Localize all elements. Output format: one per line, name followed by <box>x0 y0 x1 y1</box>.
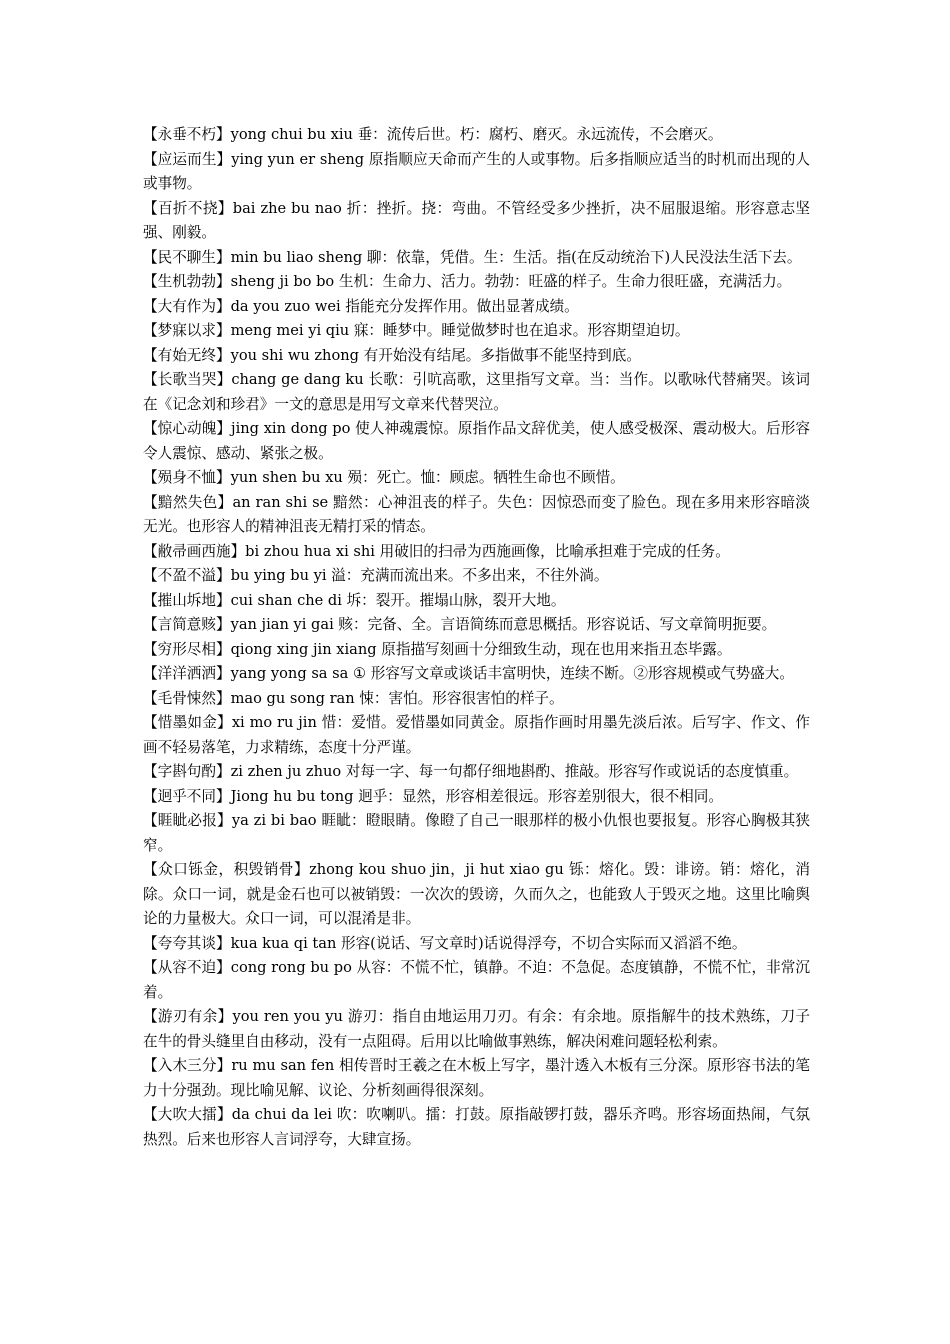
idiom-term: 【惜墨如金】 <box>143 714 232 731</box>
idiom-entry <box>143 246 810 271</box>
idiom-term: 【殒身不恤】 <box>143 469 231 486</box>
idiom-definition: chang ge dang ku 长歌：引吭高歌，这里指写文章。当：当作。以歌咏代替痛哭。该词在《记念刘和珍君》一文的意思是用写文章来代替哭泣。 <box>143 371 810 413</box>
idiom-term: 【大吹大擂】 <box>143 1106 232 1123</box>
idiom-term: 【入木三分】 <box>143 1057 232 1074</box>
idiom-entry <box>143 123 810 148</box>
idiom-definition: xi mo ru jin 惜：爱惜。爱惜墨如同黄金。原指作画时用墨先淡后浓。后写字、作文、作画不轻易落笔，力求精练，态度十分严谨。 <box>143 714 810 756</box>
idiom-term: 【梦寐以求】 <box>143 322 231 339</box>
idiom-definition: ru mu san fen 相传晋时王羲之在木板上写字，墨汁透入木板有三分深。原形容书法的笔力十分强劲。现比喻见解、议论、分析刻画得很深刻。 <box>143 1057 810 1099</box>
idiom-entry <box>143 148 810 197</box>
idiom-term: 【生机勃勃】 <box>143 273 231 290</box>
idiom-term: 【敝帚画西施】 <box>143 542 246 560</box>
idiom-term: 【睚眦必报】 <box>143 812 232 829</box>
idiom-entry <box>143 613 810 638</box>
idiom-entry <box>143 711 810 760</box>
idiom-entry <box>143 368 810 417</box>
idiom-term: 【游刃有余】 <box>143 1008 233 1025</box>
idiom-definition: yong chui bu xiu 垂：流传后世。朽：腐朽、磨灭。永远流传，不会磨灭。 <box>230 126 723 143</box>
idiom-entry <box>143 638 810 663</box>
idiom-term: 【百折不挠】 <box>143 199 233 217</box>
idiom-entry <box>143 1103 810 1152</box>
idiom-entry <box>143 809 810 858</box>
idiom-definition: zi zhen ju zhuo 对每一字、每一句都仔细地斟酌、推敲。形容写作或说话的态度慎重。 <box>230 763 799 780</box>
idiom-entry <box>143 956 810 1005</box>
idiom-entry <box>143 417 810 466</box>
idiom-entry <box>143 1054 810 1103</box>
idiom-definition: meng mei yi qiu 寐：睡梦中。睡觉做梦时也在追求。形容期望迫切。 <box>230 322 690 339</box>
idiom-definition: cong rong bu po 从容：不慌不忙，镇静。不迫：不急促。态度镇静，不慌不忙，非常沉着。 <box>143 959 810 1001</box>
idiom-term: 【摧山坼地】 <box>143 591 231 609</box>
idiom-term: 【言简意赅】 <box>143 616 231 633</box>
idiom-entry <box>143 662 810 687</box>
idiom-entry <box>143 491 810 540</box>
idiom-term: 【洋洋洒洒】 <box>143 665 231 682</box>
idiom-definition: cui shan che di 坼：裂开。摧塌山脉，裂开大地。 <box>230 591 566 609</box>
idiom-term: 【长歌当哭】 <box>143 371 232 388</box>
idiom-entry <box>143 295 810 320</box>
idiom-entry <box>143 760 810 785</box>
idiom-definition: you shi wu zhong 有开始没有结尾。多指做事不能坚持到底。 <box>230 346 641 364</box>
idiom-definition: mao gu song ran 悚：害怕。形容很害怕的样子。 <box>230 689 564 707</box>
idiom-definition: kua kua qi tan 形容(说话、写文章时)话说得浮夸，不切合实际而又滔滔不绝。 <box>230 934 747 952</box>
idiom-definition: yang yong sa sa ① 形容写文章或谈话丰富明快，连续不断。②形容规模或气势盛大。 <box>230 665 794 682</box>
idiom-definition: you ren you yu 游刃：指自由地运用刀刃。有余：有余地。原指解牛的技术熟练，刀子在牛的骨头缝里自由移动，没有一点阻碍。后用以比喻做事熟练，解决闲难问题轻松利索。 <box>143 1008 810 1050</box>
idiom-definition: yan jian yi gai 赅：完备、全。言语简练而意思概括。形容说话、写文章简明扼要。 <box>230 616 777 633</box>
idiom-definition: yun shen bu xu 殒：死亡。恤：顾虑。牺牲生命也不顾惜。 <box>230 469 625 486</box>
idiom-term: 【有始无终】 <box>143 346 231 364</box>
idiom-entry <box>143 197 810 246</box>
idiom-entry <box>143 344 810 369</box>
idiom-definition: Jiong hu bu tong 迥乎：显然，形容相差很远。形容差别很大，很不相同。 <box>230 787 723 805</box>
idiom-entry <box>143 932 810 957</box>
idiom-term: 【永垂不朽】 <box>143 126 231 143</box>
idiom-term: 【民不聊生】 <box>143 248 231 266</box>
idiom-definition: zhong kou shuo jin，ji hut xiao gu 铄：熔化。毁：诽谤。销：熔化，消除。众口一词，就是金石也可以被销毁：一次次的毁谤，久而久之，也能致人于毁灭之地。这里比喻舆论的力量极大。众口一词，可以混淆是非。 <box>143 861 810 927</box>
idiom-definition: min bu liao sheng 聊：依靠，凭借。生：生活。指(在反动统治下)人民没法生活下去。 <box>230 248 802 266</box>
idiom-term: 【惊心动魄】 <box>143 420 232 437</box>
idiom-definition: qiong xing jin xiang 原指描写刻画十分细致生动，现在也用来指丑态毕露。 <box>230 640 732 658</box>
idiom-entry <box>143 858 810 932</box>
idiom-entry <box>143 466 810 491</box>
idiom-definition: bai zhe bu nao 折：挫折。挠：弯曲。不管经受多少挫折，决不屈服退缩。形容意志坚强、刚毅。 <box>143 199 810 241</box>
idiom-definition: da you zuo wei 指能充分发挥作用。做出显著成绩。 <box>230 297 579 315</box>
idiom-entry <box>143 687 810 712</box>
idiom-entry <box>143 270 810 295</box>
idiom-term: 【从容不迫】 <box>143 959 231 976</box>
idiom-term: 【字斟句酌】 <box>143 763 231 780</box>
idiom-term: 【黯然失色】 <box>143 493 233 511</box>
idiom-definition: ying yun er sheng 原指顺应天命而产生的人或事物。后多指顺应适当的时机而出现的人或事物。 <box>143 150 810 192</box>
idiom-definition: ya zi bi bao 睚眦：瞪眼睛。像瞪了自己一眼那样的极小仇恨也要报复。形容心胸极其狭窄。 <box>143 812 810 854</box>
idiom-definition: bu ying bu yi 溢：充满而流出来。不多出来，不往外淌。 <box>230 567 609 584</box>
idiom-entry <box>143 785 810 810</box>
idiom-definition: bi zhou hua xi shi 用破旧的扫帚为西施画像，比喻承担难于完成的任务。 <box>245 542 730 560</box>
idiom-term: 【大有作为】 <box>143 297 231 315</box>
idiom-definition: an ran shi se 黯然：心神沮丧的样子。失色：因惊恐而变了脸色。现在多用来形容暗淡无光。也形容人的精神沮丧无精打采的情态。 <box>143 493 810 535</box>
idiom-term: 【众口铄金，积毁销骨】 <box>143 861 310 878</box>
idiom-definition: jing xin dong po 使人神魂震惊。原指作品文辞优美，使人感受极深、震动极大。后形容令人震惊、感动、紧张之极。 <box>143 420 810 462</box>
idiom-entry <box>143 540 810 565</box>
idiom-entry <box>143 564 810 589</box>
idiom-term: 【应运而生】 <box>143 150 232 168</box>
idiom-definition: sheng ji bo bo 生机：生命力、活力。勃勃：旺盛的样子。生命力很旺盛，充满活力。 <box>230 273 792 290</box>
idiom-entry <box>143 589 810 614</box>
idiom-term: 【穷形尽相】 <box>143 640 231 658</box>
idiom-term: 【夸夸其谈】 <box>143 934 231 952</box>
document-page <box>143 123 810 1152</box>
idiom-term: 【不盈不溢】 <box>143 567 231 584</box>
idiom-term: 【迥乎不同】 <box>143 787 231 805</box>
idiom-entry <box>143 1005 810 1054</box>
idiom-definition: da chui da lei 吹：吹喇叭。擂：打鼓。原指敲锣打鼓，器乐齐鸣。形容场面热闹，气氛热烈。后来也形容人言词浮夸，大肆宣扬。 <box>143 1106 810 1148</box>
idiom-term: 【毛骨悚然】 <box>143 689 231 707</box>
idiom-entry <box>143 319 810 344</box>
